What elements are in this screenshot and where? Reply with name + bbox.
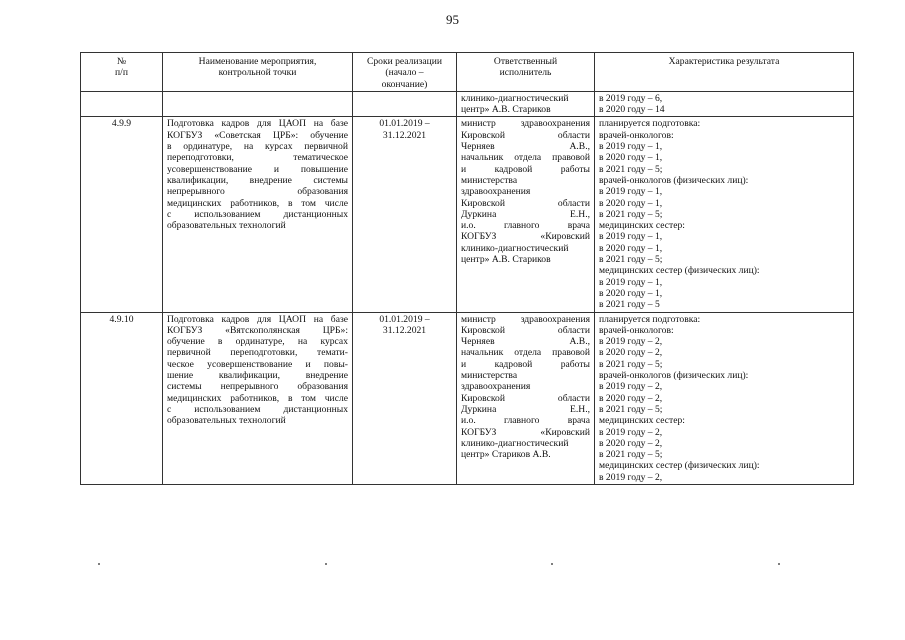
cell-line: министерства bbox=[461, 370, 518, 382]
cell-term bbox=[353, 312, 457, 484]
cell-line: центр» Стариков А.В. bbox=[461, 449, 551, 461]
cell-line: квалификации, внедрение системы bbox=[167, 174, 348, 186]
cell-line: врачей-онкологов (физических лиц): bbox=[599, 174, 749, 186]
cell-line: и.о. главного врача bbox=[461, 415, 590, 427]
table-header-row bbox=[81, 53, 854, 92]
cell-line: шение квалификации, внедрение bbox=[167, 370, 348, 382]
cell-line: в 2019 году – 6, bbox=[599, 92, 663, 104]
cell-line: медицинских работников, в том числе bbox=[167, 197, 348, 209]
cell-term bbox=[353, 91, 457, 117]
cell-executor bbox=[457, 117, 595, 312]
cell-line: Кировской области bbox=[461, 197, 590, 209]
cell-line: окончание) bbox=[381, 78, 428, 90]
cell-line: начальник отдела правовой bbox=[461, 152, 590, 164]
cell-line: в ординатуре, на курсах первичной bbox=[167, 141, 348, 153]
page-number: 95 bbox=[446, 12, 459, 27]
cell-line: Кировской области bbox=[461, 129, 590, 141]
cell-line: в 2019 году – 1, bbox=[599, 276, 663, 288]
cell-line: в 2019 году – 2, bbox=[599, 336, 663, 348]
cell-line: 31.12.2021 bbox=[382, 129, 427, 141]
cell-line: врачей-онкологов: bbox=[599, 324, 674, 336]
cell-line: Подготовка кадров для ЦАОП на базе bbox=[167, 118, 348, 130]
cell-line: ческое усовершенствование и повы- bbox=[167, 358, 348, 370]
cell-line: Наименование мероприятия, bbox=[198, 56, 317, 67]
header-result bbox=[595, 53, 854, 92]
cell-line: центр» А.В. Стариков bbox=[461, 104, 551, 116]
cell-line: исполнитель bbox=[499, 67, 552, 79]
cell-executor bbox=[457, 91, 595, 117]
table-row-4-9-10 bbox=[81, 312, 854, 484]
cell-line: Характеристика результата bbox=[668, 56, 780, 67]
cell-line: контрольной точки bbox=[218, 67, 297, 79]
header-executor bbox=[457, 53, 595, 92]
cell-executor bbox=[457, 312, 595, 484]
cell-name bbox=[163, 312, 353, 484]
cell-line: планируется подготовка: bbox=[599, 313, 701, 325]
cell-line: клинико-диагностический bbox=[461, 92, 569, 104]
cell-line: в 2019 году – 2, bbox=[599, 426, 663, 438]
cell-line: в 2019 году – 2, bbox=[599, 471, 663, 483]
cell-line: в 2020 году – 14 bbox=[599, 104, 665, 116]
cell-line: в 2020 году – 2, bbox=[599, 437, 663, 449]
cell-line: с использованием дистанционных bbox=[167, 403, 348, 415]
cell-name bbox=[163, 117, 353, 312]
cell-line: медицинских работников, в том числе bbox=[167, 392, 348, 404]
cell-line: в 2021 году – 5; bbox=[599, 163, 663, 175]
cell-line: министр здравоохранения bbox=[461, 118, 590, 130]
cell-line: министр здравоохранения bbox=[461, 313, 590, 325]
cell-line: Ответственный bbox=[493, 56, 558, 67]
cell-term bbox=[353, 117, 457, 312]
cell-line: медицинских сестер (физических лиц): bbox=[599, 265, 760, 277]
table-row-continuation bbox=[81, 91, 854, 117]
cell-line: Кировской области bbox=[461, 392, 590, 404]
cell-line: в 2021 году – 5; bbox=[599, 208, 663, 220]
cell-line: (начало – bbox=[385, 67, 424, 79]
cell-line: КОГБУЗ «Кировский bbox=[461, 231, 590, 243]
cell-line: Черняев А.В., bbox=[461, 141, 590, 153]
cell-line: образовательных технологий bbox=[167, 415, 286, 427]
cell-result bbox=[595, 312, 854, 484]
cell-line: КОГБУЗ «Советская ЦРБ»: обучение bbox=[167, 129, 348, 141]
cell-line: в 2020 году – 1, bbox=[599, 152, 663, 164]
cell-line: Черняев А.В., bbox=[461, 336, 590, 348]
cell-line: 31.12.2021 bbox=[382, 324, 427, 336]
cell-name bbox=[163, 91, 353, 117]
cell-line: и кадровой работы bbox=[461, 358, 590, 370]
cell-line: 01.01.2019 – bbox=[379, 118, 430, 130]
cell-line: в 2021 году – 5; bbox=[599, 358, 663, 370]
cell-line: в 2020 году – 1, bbox=[599, 287, 663, 299]
cell-line: в 2021 году – 5; bbox=[599, 449, 663, 461]
cell-line: здравоохранения bbox=[461, 186, 531, 198]
cell-line: с использованием дистанционных bbox=[167, 208, 348, 220]
cell-line: клинико-диагностический bbox=[461, 242, 569, 254]
cell-line: министерства bbox=[461, 174, 518, 186]
cell-line: в 2020 году – 1, bbox=[599, 242, 663, 254]
cell-line: в 2020 году – 2, bbox=[599, 392, 663, 404]
cell-result bbox=[595, 91, 854, 117]
cell-line: Дуркина Е.Н., bbox=[461, 208, 590, 220]
cell-line: планируется подготовка: bbox=[599, 118, 701, 130]
header-term bbox=[353, 53, 457, 92]
cell-line: в 2020 году – 1, bbox=[599, 197, 663, 209]
cell-line: системы непрерывного образования bbox=[167, 381, 348, 393]
cell-line: Кировской области bbox=[461, 324, 590, 336]
cell-line: здравоохранения bbox=[461, 381, 531, 393]
activities-table bbox=[80, 52, 854, 485]
scan-speck bbox=[551, 563, 553, 565]
cell-line: обучение в ординатуре, на курсах bbox=[167, 336, 348, 348]
cell-line: начальник отдела правовой bbox=[461, 347, 590, 359]
cell-line: медицинских сестер: bbox=[599, 415, 685, 427]
cell-result bbox=[595, 117, 854, 312]
cell-line: КОГБУЗ «Кировский bbox=[461, 426, 590, 438]
cell-line: № bbox=[116, 56, 127, 67]
cell-line: и кадровой работы bbox=[461, 163, 590, 175]
cell-line: 01.01.2019 – bbox=[379, 313, 430, 325]
scan-speck bbox=[325, 563, 327, 565]
cell-line: в 2021 году – 5; bbox=[599, 403, 663, 415]
cell-num bbox=[81, 91, 163, 117]
cell-line: медицинских сестер: bbox=[599, 220, 685, 232]
cell-line: Сроки реализации bbox=[366, 56, 443, 67]
cell-line: переподготовки, тематическое bbox=[167, 152, 348, 164]
cell-line: п/п bbox=[115, 67, 128, 79]
cell-line: центр» А.В. Стариков bbox=[461, 254, 551, 266]
cell-line: образовательных технологий bbox=[167, 220, 286, 232]
cell-line: Дуркина Е.Н., bbox=[461, 403, 590, 415]
header-name bbox=[163, 53, 353, 92]
scan-speck bbox=[98, 563, 100, 565]
cell-line: в 2021 году – 5 bbox=[599, 299, 660, 311]
cell-line: КОГБУЗ «Вятскополянская ЦРБ»: bbox=[167, 324, 348, 336]
cell-num: 4.9.9 bbox=[81, 117, 163, 312]
cell-line: в 2019 году – 2, bbox=[599, 381, 663, 393]
scan-speck bbox=[778, 563, 780, 565]
cell-line: в 2020 году – 2, bbox=[599, 347, 663, 359]
cell-line: первичной переподготовки, темати- bbox=[167, 347, 348, 359]
cell-line: непрерывного образования bbox=[167, 186, 348, 198]
cell-line: клинико-диагностический bbox=[461, 437, 569, 449]
cell-line: медицинских сестер (физических лиц): bbox=[599, 460, 760, 472]
header-num bbox=[81, 53, 163, 92]
cell-line: врачей-онкологов: bbox=[599, 129, 674, 141]
cell-line: в 2021 году – 5; bbox=[599, 254, 663, 266]
cell-line: Подготовка кадров для ЦАОП на базе bbox=[167, 313, 348, 325]
cell-line: в 2019 году – 1, bbox=[599, 141, 663, 153]
cell-line: в 2019 году – 1, bbox=[599, 186, 663, 198]
cell-line: и.о. главного врача bbox=[461, 220, 590, 232]
cell-line: врачей-онкологов (физических лиц): bbox=[599, 370, 749, 382]
cell-num: 4.9.10 bbox=[81, 312, 163, 484]
cell-line: усовершенствование и повышение bbox=[167, 163, 348, 175]
table-row-4-9-9 bbox=[81, 117, 854, 312]
cell-line: в 2019 году – 1, bbox=[599, 231, 663, 243]
